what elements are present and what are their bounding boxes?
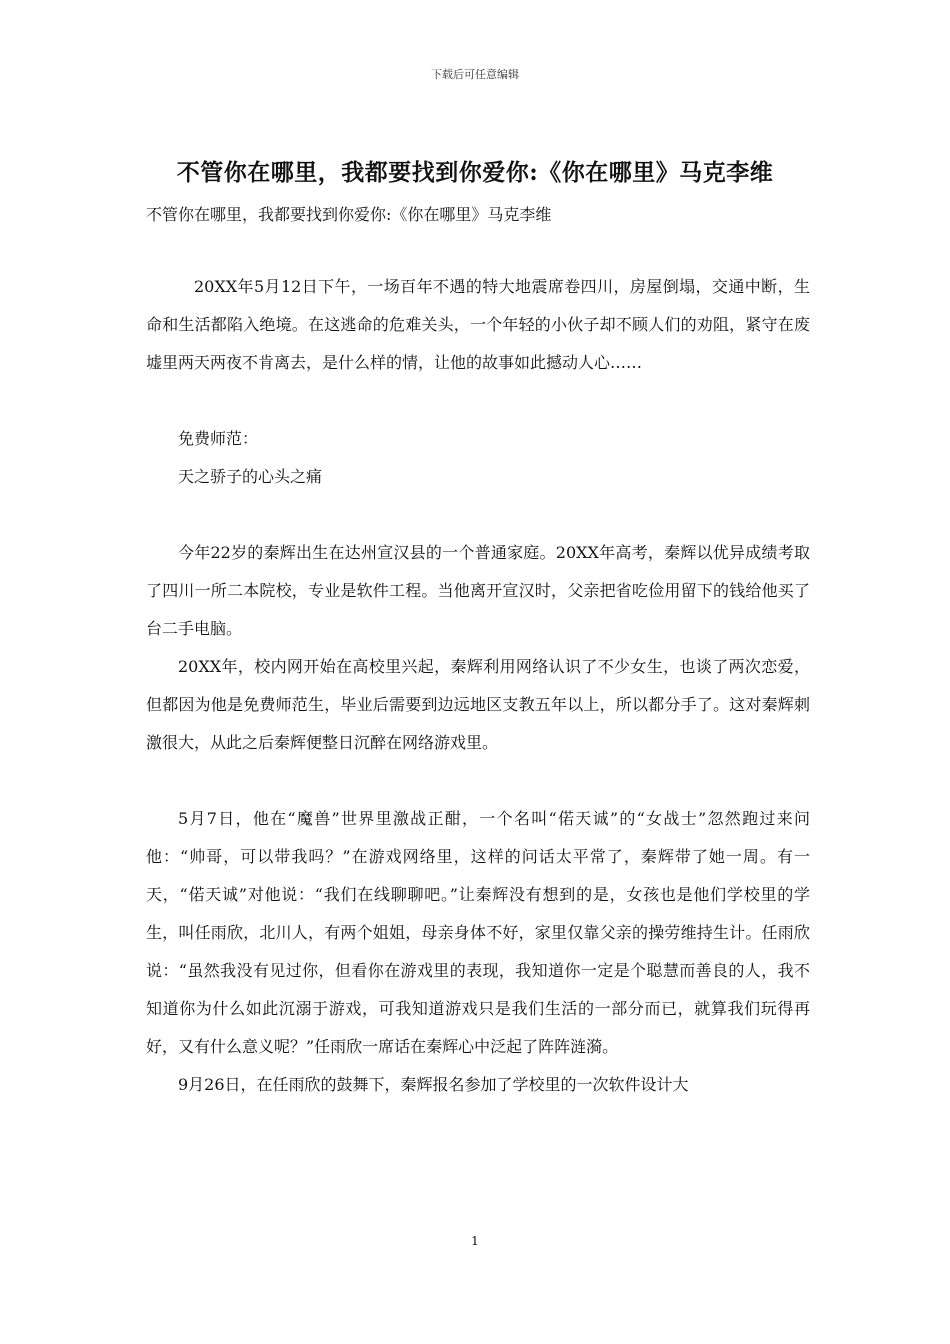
- paragraph: 20XX年，校内网开始在高校里兴起，秦辉利用网络认识了不少女生，也谈了两次恋爱，但都因为他是免费师范生，毕业后需要到边远地区支教五年以上，所以都分手了。这对秦辉刺激很大，从此之后秦辉便整日沉醉在网络游戏里。: [146, 657, 810, 752]
- document-subtitle: 不管你在哪里，我都要找到你爱你:《你在哪里》马克李维: [146, 205, 552, 224]
- section-heading: 天之骄子的心头之痛: [178, 467, 323, 486]
- spacer: [146, 762, 810, 800]
- paragraph-intro: 20XX年5月12日下午，一场百年不遇的特大地震席卷四川，房屋倒塌，交通中断，生命和生活都陷入绝境。在这逃命的危难关头，一个年轻的小伙子却不顾人们的劝阻，紧守在废墟里两天两夜不肯离去，是什么样的情，让他的故事如此撼动人心……: [146, 277, 810, 372]
- spacer: [146, 382, 810, 420]
- paragraph: 5月7日，他在“魔兽”世界里激战正酣，一个名叫“偌天诚”的“女战士”忽然跑过来问他：“帅哥，可以带我吗？”在游戏网络里，这样的问话太平常了，秦辉带了她一周。有一天，“偌天诚”对他说：“我们在线聊聊吧。”让秦辉没有想到的是，女孩也是他们学校里的学生，叫任雨欣，北川人，有两个姐姐，母亲身体不好，家里仅靠父亲的操劳维持生计。任雨欣说：“虽然我没有见过你，但看你在游戏里的表现，我知道你一定是个聪慧而善良的人，我不知道你为什么如此沉溺于游戏，可我知道游戏只是我们生活的一部分而已，就算我们玩得再好，又有什么意义呢？”任雨欣一席话在秦辉心中泛起了阵阵涟漪。: [146, 809, 810, 1056]
- section-label: 免费师范：: [178, 429, 259, 448]
- page-number: 1: [471, 1234, 479, 1248]
- page-header: 下载后可任意编辑: [431, 68, 519, 81]
- paragraph: 今年22岁的秦辉出生在达州宣汉县的一个普通家庭。20XX年高考，秦辉以优异成绩考取了四川一所二本院校，专业是软件工程。当他离开宣汉时，父亲把省吃俭用留下的钱给他买了台二手电脑。: [146, 543, 810, 638]
- spacer: [146, 496, 810, 534]
- paragraph: 9月26日，在任雨欣的鼓舞下，秦辉报名参加了学校里的一次软件设计大: [178, 1075, 689, 1094]
- document-title: 不管你在哪里，我都要找到你爱你:《你在哪里》马克李维: [176, 159, 774, 186]
- document-body: [146, 268, 810, 1104]
